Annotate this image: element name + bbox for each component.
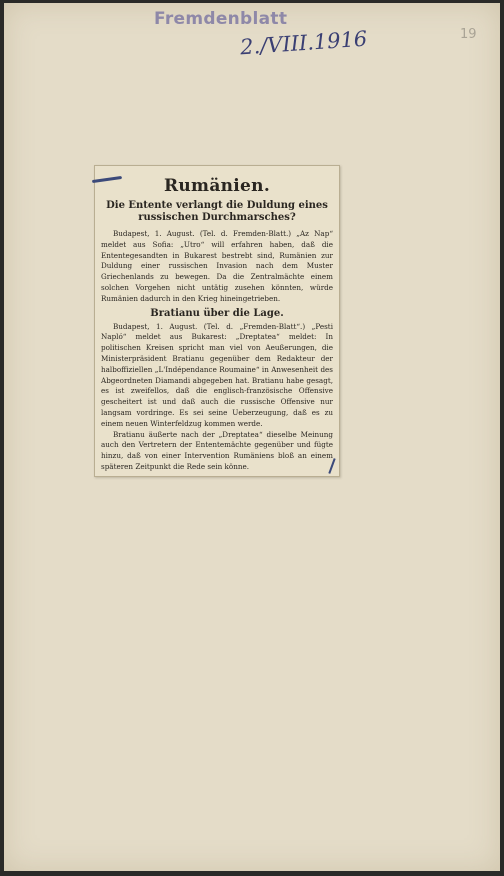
section-heading: Bratianu über die Lage. <box>150 307 284 319</box>
handwritten-date: 2./VIII.1916 <box>239 26 368 60</box>
article-headline: Rumänien. <box>163 176 271 196</box>
article-subheadline: Die Entente verlangt die Duldung eines russischen Durchmarsches? <box>106 200 328 223</box>
article-paragraph-3: Bratianu äußerte nach der „Dreptatea“ dieselbe Meinung auch den Vertretern der Ententemächte gegenüber und fügte hinzu, daß von einer Intervention Rumäniens bloß an einem späteren Zeitpunkt die Rede sein könne. <box>101 429 333 471</box>
newspaper-clipping <box>94 165 340 477</box>
article-paragraph-1: Budapest, 1. August. (Tel. d. Fremden-Blatt.) „Az Nap“ meldet aus Sofia: „Utro“ will erfahren haben, daß die Ententegesandten in Bukarest bestrebt sind, Rumänien zur Duldung einer russischen Invasion nach dem Muster Griechenlands zu bewegen. Da die Zentralmächte einem solchen Vorgehen nicht untätig zusehen könnten, würde Rumänien dadurch in den Krieg hineingetrieben. <box>101 229 333 303</box>
page-number: 19 <box>460 27 477 42</box>
article-paragraph-2: Budapest, 1. August. (Tel. d. „Fremden-Blatt“.) „Pesti Napló“ meldet aus Bukarest: „Dreptatea“ meldet: In politischen Kreisen spricht man viel von Aeußerungen, die Ministerpräsident Bratianu gegenüber dem Redakteur der halboffiziellen „L'Indépendance Roumaine“ in Anwesenheit des Abgeordneten Diamandi abgegeben hat. Bratianu habe gesagt, es ist zweifellos, daß die englisch-französische Offensive gescheitert ist und daß auch die russische Offensive nur langsam vordringe. Es sei seine Ueberzeugung, daß es zu einem neuen Winterfeldzug kommen werde. <box>101 321 333 428</box>
newspaper-stamp: Fremdenblatt <box>154 9 288 29</box>
